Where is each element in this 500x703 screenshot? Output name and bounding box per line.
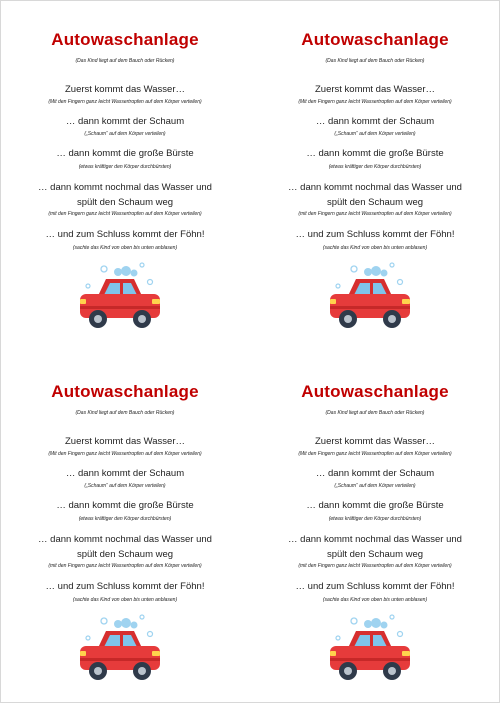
step-3: … dann kommt die große Bürste bbox=[306, 148, 444, 159]
instruction-card bbox=[0, 352, 250, 703]
step-2: … dann kommt der Schaum bbox=[65, 116, 185, 127]
step-3: … dann kommt die große Bürste bbox=[56, 500, 194, 511]
card-subtitle: (Das Kind liegt auf dem Bauch oder Rücken) bbox=[75, 58, 175, 64]
note-3: (etwas kräftiger den Körper durchbürsten) bbox=[78, 516, 172, 522]
step-4-line-1: … dann kommt nochmal das Wasser und bbox=[288, 182, 462, 193]
note-4: (mit den Fingern ganz leicht Wassertropfen auf dem Körper verteilen) bbox=[48, 563, 202, 569]
note-5: (sachte das Kind von oben bis unten anblasen) bbox=[322, 597, 428, 603]
step-2: … dann kommt der Schaum bbox=[315, 468, 435, 479]
step-1: Zuerst kommt das Wasser… bbox=[314, 436, 435, 447]
card-title: Autowaschanlage bbox=[51, 382, 199, 401]
step-5: … und zum Schluss kommt der Föhn! bbox=[45, 581, 205, 592]
step-4-line-2: spült den Schaum weg bbox=[76, 197, 174, 208]
car-wash-icon bbox=[324, 614, 414, 686]
instruction-card bbox=[0, 0, 250, 351]
note-4: (mit den Fingern ganz leicht Wassertropfen auf dem Körper verteilen) bbox=[298, 211, 452, 217]
note-5: (sachte das Kind von oben bis unten anblasen) bbox=[72, 597, 178, 603]
car-wash-icon bbox=[74, 614, 164, 686]
card-title: Autowaschanlage bbox=[301, 30, 449, 49]
note-1: (Mit den Fingern ganz leicht Wassertropfen auf dem Körper verteilen) bbox=[48, 99, 202, 105]
step-4-line-2: spült den Schaum weg bbox=[76, 549, 174, 560]
step-4-line-2: spült den Schaum weg bbox=[326, 197, 424, 208]
step-2: … dann kommt der Schaum bbox=[315, 116, 435, 127]
step-4-line-1: … dann kommt nochmal das Wasser und bbox=[38, 182, 212, 193]
card-title: Autowaschanlage bbox=[51, 30, 199, 49]
instruction-card bbox=[250, 0, 500, 351]
note-1: (Mit den Fingern ganz leicht Wassertropfen auf dem Körper verteilen) bbox=[298, 451, 452, 457]
note-1: (Mit den Fingern ganz leicht Wassertropfen auf dem Körper verteilen) bbox=[298, 99, 452, 105]
car-wash-icon bbox=[74, 262, 164, 334]
note-3: (etwas kräftiger den Körper durchbürsten) bbox=[328, 164, 422, 170]
step-1: Zuerst kommt das Wasser… bbox=[64, 84, 185, 95]
step-1: Zuerst kommt das Wasser… bbox=[64, 436, 185, 447]
note-3: (etwas kräftiger den Körper durchbürsten) bbox=[328, 516, 422, 522]
step-4-line-1: … dann kommt nochmal das Wasser und bbox=[38, 534, 212, 545]
note-4: (mit den Fingern ganz leicht Wassertropfen auf dem Körper verteilen) bbox=[48, 211, 202, 217]
step-4-line-1: … dann kommt nochmal das Wasser und bbox=[288, 534, 462, 545]
note-2: („Schaum“ auf dem Körper verteilen) bbox=[334, 131, 416, 137]
note-2: („Schaum“ auf dem Körper verteilen) bbox=[84, 483, 166, 489]
step-4-line-2: spült den Schaum weg bbox=[326, 549, 424, 560]
card-subtitle: (Das Kind liegt auf dem Bauch oder Rücken) bbox=[75, 410, 175, 416]
note-5: (sachte das Kind von oben bis unten anblasen) bbox=[322, 245, 428, 251]
step-5: … und zum Schluss kommt der Föhn! bbox=[295, 229, 455, 240]
step-1: Zuerst kommt das Wasser… bbox=[314, 84, 435, 95]
car-wash-icon bbox=[324, 262, 414, 334]
step-3: … dann kommt die große Bürste bbox=[306, 500, 444, 511]
card-subtitle: (Das Kind liegt auf dem Bauch oder Rücken) bbox=[325, 58, 425, 64]
note-2: („Schaum“ auf dem Körper verteilen) bbox=[334, 483, 416, 489]
card-title: Autowaschanlage bbox=[301, 382, 449, 401]
instruction-card bbox=[250, 352, 500, 703]
note-1: (Mit den Fingern ganz leicht Wassertropfen auf dem Körper verteilen) bbox=[48, 451, 202, 457]
step-2: … dann kommt der Schaum bbox=[65, 468, 185, 479]
note-3: (etwas kräftiger den Körper durchbürsten) bbox=[78, 164, 172, 170]
note-5: (sachte das Kind von oben bis unten anblasen) bbox=[72, 245, 178, 251]
step-3: … dann kommt die große Bürste bbox=[56, 148, 194, 159]
step-5: … und zum Schluss kommt der Föhn! bbox=[295, 581, 455, 592]
step-5: … und zum Schluss kommt der Föhn! bbox=[45, 229, 205, 240]
note-2: („Schaum“ auf dem Körper verteilen) bbox=[84, 131, 166, 137]
card-subtitle: (Das Kind liegt auf dem Bauch oder Rücken) bbox=[325, 410, 425, 416]
note-4: (mit den Fingern ganz leicht Wassertropfen auf dem Körper verteilen) bbox=[298, 563, 452, 569]
